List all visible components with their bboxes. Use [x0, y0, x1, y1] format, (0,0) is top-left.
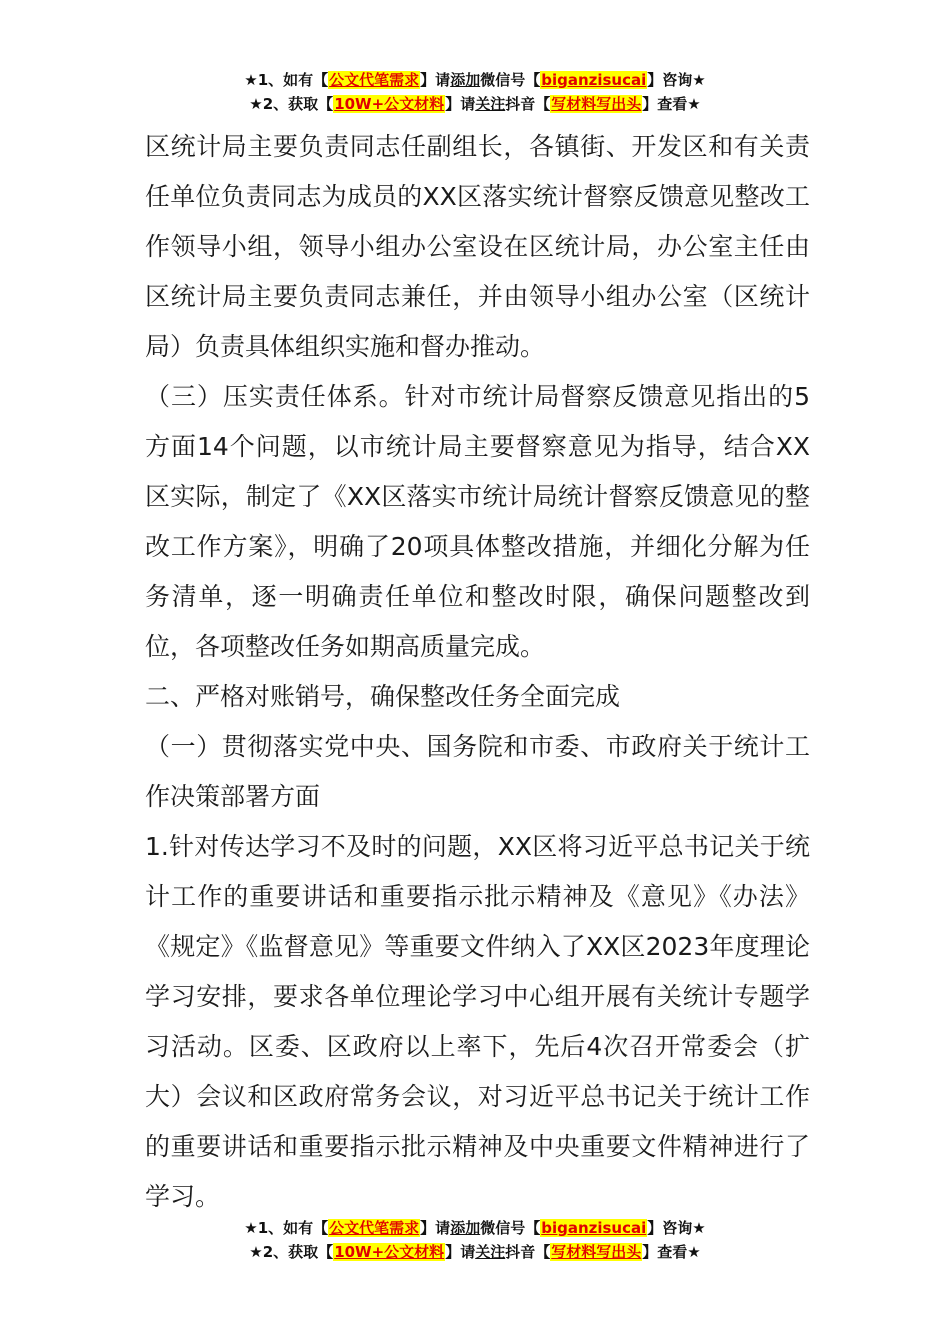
promo-underlined-text: 添加: [450, 1219, 481, 1237]
body-paragraph: 1.针对传达学习不及时的问题，XX区将习近平总书记关于统计工作的重要讲话和重要指示批示精神及《意见》《办法》《规定》《监督意见》等重要文件纳入了XX区2023年度理论学习安排，要求各单位理论学习中心组开展有关统计专题学习活动。区委、区政府以上率下，先后4次召开常委会（扩大）会议和区政府常务会议，对习近平总书记关于统计工作的重要讲话和重要指示批示精神及中央重要文件精神进行了学习。: [145, 832, 810, 1211]
promo-text: 】查看★: [642, 1243, 701, 1261]
body-paragraph: （三）压实责任体系。针对市统计局督察反馈意见指出的5方面14个问题，以市统计局主要督察意见为指导，结合XX区实际，制定了《XX区落实市统计局统计督察反馈意见的整改工作方案》，明确了20项具体整改措施，并细化分解为任务清单，逐一明确责任单位和整改时限，确保问题整改到位，各项整改任务如期高质量完成。: [145, 382, 810, 661]
promo-text: 抖音【: [505, 95, 551, 113]
promo-highlight: 写材料写出头: [551, 95, 642, 113]
promo-underlined-text: 关注: [475, 95, 506, 113]
promo-text: ★1、如有【: [244, 71, 329, 89]
promo-highlight: 公文代笔需求: [329, 1219, 420, 1237]
promo-text: 】请: [420, 71, 451, 89]
promo-line-2: [0, 92, 950, 116]
promo-highlight: 10W+公文材料: [334, 95, 445, 113]
promo-line-1: [0, 1216, 950, 1240]
promo-line-2: [0, 1240, 950, 1264]
promo-underlined-text: 关注: [475, 1243, 506, 1261]
promo-highlight: 写材料写出头: [551, 1243, 642, 1261]
promo-text: 】查看★: [642, 95, 701, 113]
header-promo-banner: [0, 68, 950, 116]
promo-text: 】请: [420, 1219, 451, 1237]
promo-text: 】请: [445, 1243, 476, 1261]
promo-highlight: biganzisucai: [541, 71, 647, 89]
promo-highlight: 公文代笔需求: [329, 71, 420, 89]
footer-promo-banner: [0, 1216, 950, 1264]
promo-text: 】咨询★: [647, 71, 706, 89]
promo-text: 】请: [445, 95, 476, 113]
promo-highlight: 10W+公文材料: [334, 1243, 445, 1261]
promo-text: 抖音【: [505, 1243, 551, 1261]
promo-text: 】咨询★: [647, 1219, 706, 1237]
subsection-heading: （一）贯彻落实党中央、国务院和市委、市政府关于统计工作决策部署方面: [145, 732, 810, 811]
promo-text: ★2、获取【: [249, 1243, 334, 1261]
body-paragraph: 区统计局主要负责同志任副组长，各镇街、开发区和有关责任单位负责同志为成员的XX区落实统计督察反馈意见整改工作领导小组，领导小组办公室设在区统计局，办公室主任由区统计局主要负责同志兼任，并由领导小组办公室（区统计局）负责具体组织实施和督办推动。: [145, 132, 810, 361]
promo-underlined-text: 添加: [450, 71, 481, 89]
promo-text: 微信号【: [480, 71, 541, 89]
promo-highlight: biganzisucai: [541, 1219, 647, 1237]
section-heading: 二、严格对账销号，确保整改任务全面完成: [145, 682, 621, 711]
promo-text: ★2、获取【: [249, 95, 334, 113]
document-body: [145, 122, 810, 1222]
promo-text: ★1、如有【: [244, 1219, 329, 1237]
promo-text: 微信号【: [480, 1219, 541, 1237]
promo-line-1: [0, 68, 950, 92]
